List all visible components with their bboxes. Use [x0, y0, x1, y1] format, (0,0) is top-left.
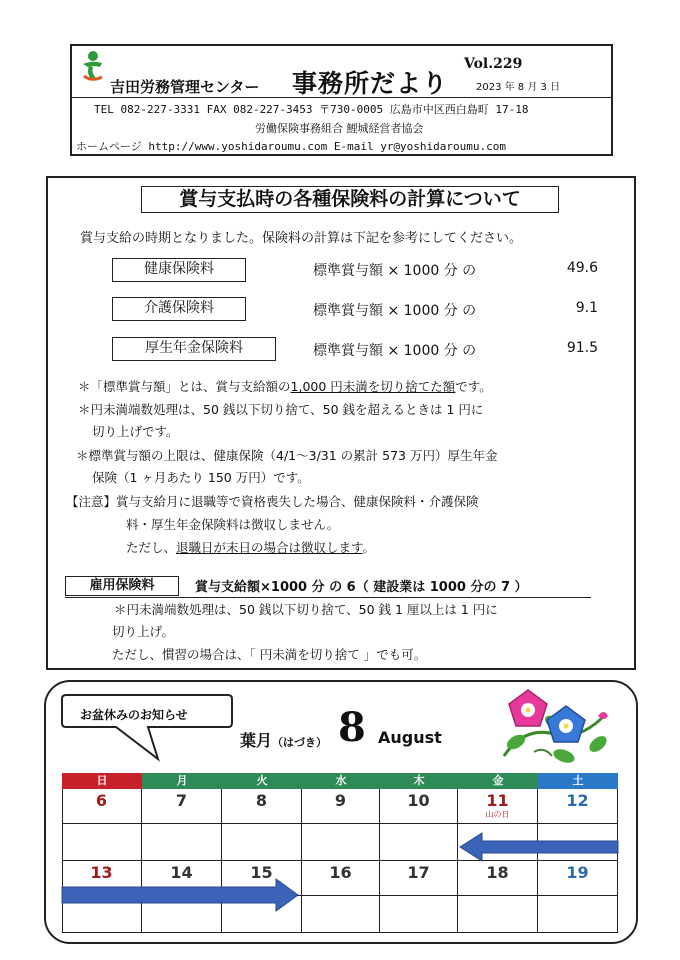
employment-note-line1: ＊円未満端数処理は、50 銭以下切り捨て、50 銭 1 厘以上は 1 円に	[114, 602, 498, 617]
employment-divider	[65, 597, 591, 598]
weekday-header: 日	[62, 773, 142, 789]
employment-insurance-label: 雇用保険料	[65, 576, 179, 596]
employment-note-line3: ただし、慣習の場合は、「 円未満を切り捨て 」でも可。	[112, 647, 427, 662]
health-insurance-label: 健康保険料	[112, 258, 246, 282]
note-rounding-line2: 切り上げです。	[92, 424, 179, 439]
volume-number: Vol.229	[464, 56, 523, 72]
contact-info: TEL 082-227-3331 FAX 082-227-3453 〒730-0005 広島市中区西白島町 17-18	[94, 103, 529, 116]
calendar-day-number: 8	[255, 791, 268, 810]
article-intro: 賞与支給の時期となりました。保険料の計算は下記を参考にしてください。	[80, 231, 523, 246]
month-english: August	[378, 728, 442, 747]
employment-insurance-formula: 賞与支給額×1000 分 の 6（ 建設業は 1000 分の 7 ）	[195, 580, 528, 595]
speech-bubble	[58, 693, 268, 763]
calendar-day-number: 10	[407, 791, 430, 810]
caution-line1: 【注意】賞与支給月に退職等で資格喪失した場合、健康保険料・介護保険	[66, 494, 479, 509]
note-upper-limit-line1: ＊標準賞与額の上限は、健康保険（4/1～3/31 の累計 573 万円）厚生年金	[76, 448, 498, 463]
weekday-header: 水	[302, 773, 380, 789]
calendar-day-number: 13	[90, 863, 113, 882]
august-calendar	[62, 773, 618, 933]
note-upper-limit-line2: 保険（1 ヶ月あたり 150 万円）です。	[92, 470, 310, 485]
weekday-header: 金	[458, 773, 538, 789]
note-standard-bonus: ＊「標準賞与額」とは、賞与支給額の1,000 円未満を切り捨てた額です。	[78, 379, 492, 394]
pension-insurance-formula: 標準賞与額 × 1000 分 の	[313, 343, 477, 359]
organization-name: 吉田労務管理センター	[110, 78, 260, 96]
calendar-day-number: 6	[95, 791, 108, 810]
calendar-day-number: 14	[170, 863, 193, 882]
weekday-header: 月	[142, 773, 222, 789]
holiday-arrow-left	[460, 833, 618, 861]
pension-insurance-label: 厚生年金保険料	[112, 337, 276, 361]
calendar-day-number: 16	[329, 863, 352, 882]
calendar-day-number: 15	[250, 863, 273, 882]
calendar-day-number: 9	[334, 791, 347, 810]
association-names: 労働保険事務組合 鯉城経営者協会	[255, 122, 424, 135]
care-insurance-rate: 9.1	[575, 300, 598, 316]
morning-glory-illustration	[494, 686, 616, 768]
calendar-day-number: 12	[566, 791, 589, 810]
health-insurance-formula: 標準賞与額 × 1000 分 の	[313, 263, 477, 279]
company-logo	[80, 50, 106, 82]
month-japanese-name: 葉月（はづき）	[240, 731, 328, 750]
month-number: 8	[338, 704, 366, 751]
weekday-header: 火	[222, 773, 302, 789]
newsletter-header	[70, 44, 613, 156]
pension-insurance-rate: 91.5	[566, 340, 598, 356]
obon-notice-title: お盆休みのお知らせ	[80, 708, 188, 722]
employment-note-line2: 切り上げ。	[112, 624, 175, 639]
web-contact: ホームページ http://www.yoshidaroumu.com E-mail yr@yoshidaroumu.com	[76, 140, 507, 153]
calendar-day-number: 18	[486, 863, 509, 882]
calendar-day-number: 7	[175, 791, 188, 810]
care-insurance-formula: 標準賞与額 × 1000 分 の	[313, 303, 477, 319]
care-insurance-label: 介護保険料	[112, 297, 246, 321]
publication-date: 2023 年 8 月 3 日	[476, 82, 561, 93]
header-divider	[72, 97, 611, 98]
holiday-name: 山の日	[485, 810, 510, 819]
weekday-header: 木	[380, 773, 458, 789]
holiday-arrows	[62, 773, 618, 933]
calendar-day-number: 19	[566, 863, 589, 882]
newsletter-title: 事務所だより	[292, 69, 449, 98]
note-rounding-line1: ＊円未満端数処理は、50 銭以下切り捨て、50 銭を超えるときは 1 円に	[78, 402, 484, 417]
caution-line3: ただし、退職日が末日の場合は徴収します。	[126, 540, 376, 555]
holiday-arrow-right	[62, 879, 298, 911]
calendar-day-number: 17	[407, 863, 430, 882]
weekday-header: 土	[538, 773, 618, 789]
caution-line2: 料・厚生年金保険料は徴収しません。	[126, 517, 340, 532]
calendar-day-number: 11	[486, 791, 509, 810]
health-insurance-rate: 49.6	[566, 260, 598, 276]
article-title: 賞与支払時の各種保険料の計算について	[141, 186, 559, 213]
